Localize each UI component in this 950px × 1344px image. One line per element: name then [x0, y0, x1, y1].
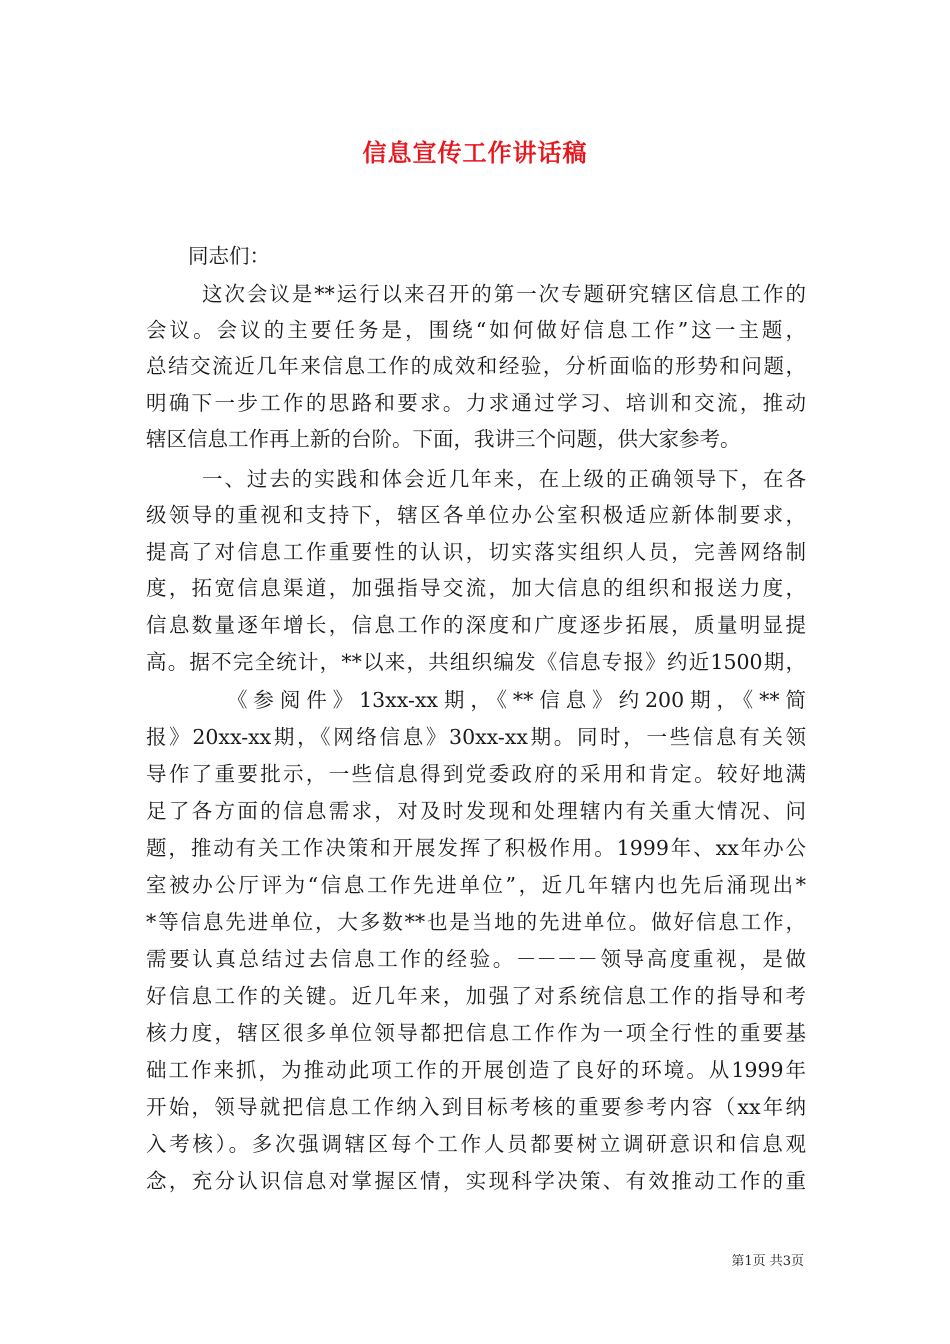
paragraph-line: 会议。会议的主要任务是，围绕“如何做好信息工作”这一主题，	[146, 318, 806, 342]
page-number: 第1页 共3页	[731, 1254, 804, 1269]
paragraph-line: 念，充分认识信息对掌握区情，实现科学决策、有效推动工作的重	[146, 1169, 806, 1193]
paragraph-line: 需要认真总结过去信息工作的经验。－－－－领导高度重视，是做	[146, 947, 806, 971]
paragraph-line: 室被办公厅评为“信息工作先进单位”，近几年辖内也先后涌现出*	[146, 873, 806, 897]
paragraph-line: 题，推动有关工作决策和开展发挥了积极作用。1999年、xx年办公	[146, 836, 806, 860]
paragraph-line: 入考核）。多次强调辖区每个工作人员都要树立调研意识和信息观	[146, 1132, 806, 1156]
paragraph-line: 明确下一步工作的思路和要求。力求通过学习、培训和交流，推动	[146, 391, 806, 415]
paragraph-line: 度，拓宽信息渠道，加强指导交流，加大信息的组织和报送力度，	[146, 576, 806, 600]
paragraph-line: 这次会议是**运行以来召开的第一次专题研究辖区信息工作的	[202, 282, 806, 306]
paragraph-line: 好信息工作的关键。近几年来，加强了对系统信息工作的指导和考	[146, 984, 806, 1008]
paragraph-line: 高。据不完全统计，**以来，共组织编发《信息专报》约近1500期，	[146, 650, 806, 674]
paragraph-line: 核力度，辖区很多单位领导都把信息工作作为一项全行性的重要基	[146, 1021, 806, 1045]
paragraph-line: 信息数量逐年增长，信息工作的深度和广度逐步拓展，质量明显提	[146, 613, 806, 637]
paragraph-line: 总结交流近几年来信息工作的成效和经验，分析面临的形势和问题，	[146, 354, 806, 378]
paragraph-line: 导作了重要批示，一些信息得到党委政府的采用和肯定。较好地满	[146, 762, 806, 786]
paragraph-line: *等信息先进单位，大多数**也是当地的先进单位。做好信息工作，	[146, 910, 806, 934]
paragraph-line: 级领导的重视和支持下，辖区各单位办公室积极适应新体制要求，	[146, 503, 806, 527]
paragraph-line: 开始，领导就把信息工作纳入到目标考核的重要参考内容（xx年纳	[146, 1095, 806, 1119]
paragraph-line: 础工作来抓，为推动此项工作的开展创造了良好的环境。从1999年	[146, 1058, 806, 1082]
paragraph-line: 提高了对信息工作重要性的认识，切实落实组织人员，完善网络制	[146, 540, 806, 564]
salutation: 同志们：	[188, 244, 270, 268]
document-title: 信息宣传工作讲话稿	[362, 138, 588, 167]
paragraph-line: 辖区信息工作再上新的台阶。下面，我讲三个问题，供大家参考。	[146, 427, 741, 451]
paragraph-line: 《参阅件》13xx-xx期，《**信息》约200期，《**简	[227, 688, 806, 712]
paragraph-line: 足了各方面的信息需求，对及时发现和处理辖内有关重大情况、问	[146, 799, 806, 823]
paragraph-line: 报》20xx-xx期，《网络信息》30xx-xx期。同时，一些信息有关领	[146, 725, 806, 749]
paragraph-line: 一、过去的实践和体会近几年来，在上级的正确领导下，在各	[202, 467, 806, 491]
